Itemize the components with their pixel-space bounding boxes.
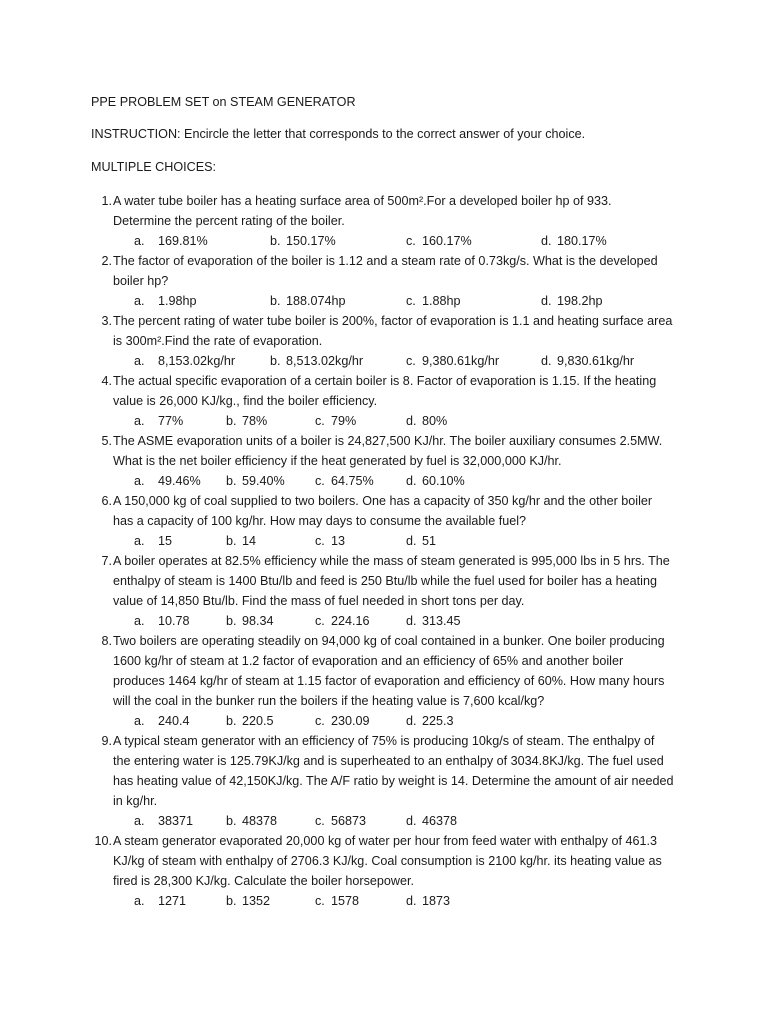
- option-letter: b.: [226, 614, 237, 628]
- option-value: 8,513.02kg/hr: [286, 354, 364, 368]
- option-letter: a.: [134, 474, 145, 488]
- question-number: 3.: [101, 314, 112, 328]
- answer-option-a[interactable]: [134, 893, 186, 909]
- question-text-line: value is 26,000 KJ/kg., find the boiler efficiency.: [113, 394, 378, 408]
- option-letter: a.: [134, 534, 145, 548]
- option-letter: a.: [134, 814, 145, 828]
- answer-option-a[interactable]: [134, 413, 183, 429]
- option-value: 56873: [331, 814, 367, 828]
- option-value: 198.2hp: [557, 294, 603, 308]
- answer-option-d[interactable]: [406, 533, 436, 549]
- option-value: 220.5: [242, 714, 274, 728]
- answer-option-d[interactable]: [541, 353, 634, 369]
- answer-option-a[interactable]: [134, 353, 235, 369]
- question-text-line: What is the net boiler efficiency if the heat generated by fuel is 32,000,000 KJ/hr.: [113, 454, 562, 468]
- option-letter: c.: [406, 294, 416, 308]
- option-letter: d.: [541, 354, 552, 368]
- option-letter: b.: [226, 894, 237, 908]
- option-value: 78%: [242, 414, 268, 428]
- option-letter: d.: [406, 714, 417, 728]
- option-value: 80%: [422, 414, 448, 428]
- option-value: 98.34: [242, 614, 274, 628]
- option-letter: c.: [315, 814, 325, 828]
- option-value: 8,153.02kg/hr: [158, 354, 236, 368]
- answer-option-c[interactable]: [406, 293, 461, 309]
- option-value: 64.75%: [331, 474, 374, 488]
- question-text-line: The actual specific evaporation of a certain boiler is 8. Factor of evaporation is 1.15. If the heating: [113, 374, 657, 388]
- option-letter: c.: [406, 354, 416, 368]
- option-letter: c.: [315, 474, 325, 488]
- option-letter: c.: [315, 714, 325, 728]
- option-value: 1.98hp: [158, 294, 197, 308]
- answer-option-a[interactable]: [134, 233, 208, 249]
- answer-option-c[interactable]: [315, 893, 359, 909]
- option-letter: c.: [315, 614, 325, 628]
- answer-option-a[interactable]: [134, 713, 190, 729]
- option-letter: b.: [226, 534, 237, 548]
- question-number: 4.: [101, 374, 112, 388]
- option-value: 79%: [331, 414, 357, 428]
- answer-option-b[interactable]: [226, 413, 267, 429]
- question-number: 6.: [101, 494, 112, 508]
- answer-option-c[interactable]: [315, 533, 345, 549]
- option-letter: a.: [134, 234, 145, 248]
- answer-option-d[interactable]: [406, 613, 461, 629]
- option-value: 1873: [422, 894, 451, 908]
- instruction-text: INSTRUCTION: Encircle the letter that corresponds to the correct answer of your choice.: [91, 127, 586, 141]
- option-value: 77%: [158, 414, 184, 428]
- option-letter: d.: [406, 894, 417, 908]
- question-text-line: A 150,000 kg of coal supplied to two boilers. One has a capacity of 350 kg/hr and the other boiler: [113, 494, 653, 508]
- answer-option-d[interactable]: [406, 813, 457, 829]
- option-value: 240.4: [158, 714, 190, 728]
- answer-option-d[interactable]: [406, 413, 447, 429]
- option-value: 13: [331, 534, 346, 548]
- question-text-line: The ASME evaporation units of a boiler is 24,827,500 KJ/hr. The boiler auxiliary consumes 2.5MW.: [113, 434, 663, 448]
- option-letter: a.: [134, 294, 145, 308]
- option-value: 150.17%: [286, 234, 336, 248]
- question-text-line: is 300m².Find the rate of evaporation.: [113, 334, 323, 348]
- option-letter: d.: [541, 234, 552, 248]
- question-text-line: has a capacity of 100 kg/hr. How may days to consume the available fuel?: [113, 514, 527, 528]
- option-letter: c.: [315, 414, 325, 428]
- option-value: 169.81%: [158, 234, 208, 248]
- option-value: 1.88hp: [422, 294, 461, 308]
- question-text-line: in kg/hr.: [113, 794, 158, 808]
- option-letter: a.: [134, 414, 145, 428]
- answer-option-a[interactable]: [134, 473, 201, 489]
- option-letter: a.: [134, 894, 145, 908]
- option-letter: a.: [134, 354, 145, 368]
- option-value: 59.40%: [242, 474, 285, 488]
- answer-option-b[interactable]: [226, 473, 285, 489]
- answer-option-b[interactable]: [226, 893, 270, 909]
- answer-option-c[interactable]: [315, 713, 370, 729]
- answer-option-b[interactable]: [226, 713, 274, 729]
- option-letter: b.: [270, 294, 281, 308]
- question-text-line: 1600 kg/hr of steam at 1.2 factor of evaporation and an efficiency of 65% and another boiler: [113, 654, 624, 668]
- option-value: 60.10%: [422, 474, 465, 488]
- option-letter: d.: [406, 534, 417, 548]
- question-number: 1.: [101, 194, 112, 208]
- option-value: 51: [422, 534, 437, 548]
- option-value: 180.17%: [557, 234, 607, 248]
- option-value: 225.3: [422, 714, 454, 728]
- option-value: 313.45: [422, 614, 461, 628]
- question-text-line: Two boilers are operating steadily on 94,000 kg of coal contained in a bunker. One boiler producing: [113, 634, 665, 648]
- option-letter: b.: [226, 814, 237, 828]
- option-letter: a.: [134, 614, 145, 628]
- question-text-line: A typical steam generator with an efficiency of 75% is producing 10kg/s of steam. The enthalpy of: [113, 734, 655, 748]
- answer-option-d[interactable]: [406, 713, 454, 729]
- option-value: 38371: [158, 814, 194, 828]
- answer-option-c[interactable]: [315, 473, 374, 489]
- option-letter: d.: [406, 814, 417, 828]
- option-value: 1352: [242, 894, 271, 908]
- question-text-line: The factor of evaporation of the boiler is 1.12 and a steam rate of 0.73kg/s. What is the developed: [113, 254, 658, 268]
- question-text-line: enthalpy of steam is 1400 Btu/lb and feed is 250 Btu/lb while the fuel used for boiler has a heating: [113, 574, 657, 588]
- answer-option-c[interactable]: [315, 413, 356, 429]
- question-text-line: value of 14,850 Btu/lb. Find the mass of fuel needed in short tons per day.: [113, 594, 525, 608]
- option-value: 48378: [242, 814, 278, 828]
- option-letter: c.: [315, 534, 325, 548]
- option-value: 230.09: [331, 714, 370, 728]
- option-value: 10.78: [158, 614, 190, 628]
- question-text-line: has heating value of 42,150KJ/kg. The A/F ratio by weight is 14. Determine the amount of air needed: [113, 774, 674, 788]
- answer-option-b[interactable]: [226, 813, 277, 829]
- option-value: 49.46%: [158, 474, 201, 488]
- option-letter: c.: [406, 234, 416, 248]
- option-value: 14: [242, 534, 257, 548]
- option-letter: b.: [226, 474, 237, 488]
- question-text-line: Determine the percent rating of the boiler.: [113, 214, 345, 228]
- question-text-line: A boiler operates at 82.5% efficiency while the mass of steam generated is 995,000 lbs in 5 hrs. The: [113, 554, 670, 568]
- answer-option-c[interactable]: [406, 233, 472, 249]
- option-value: 160.17%: [422, 234, 472, 248]
- answer-option-b[interactable]: [226, 613, 274, 629]
- question-text-line: A steam generator evaporated 20,000 kg of water per hour from feed water with enthalpy of 461.3: [113, 834, 657, 848]
- answer-option-a[interactable]: [134, 293, 197, 309]
- answer-option-d[interactable]: [406, 473, 465, 489]
- answer-option-d[interactable]: [406, 893, 450, 909]
- question-text-line: will the coal in the bunker run the boilers if the heating value is 7,600 kcal/kg?: [113, 694, 545, 708]
- question-number: 7.: [101, 554, 112, 568]
- option-letter: d.: [406, 474, 417, 488]
- answer-option-a[interactable]: [134, 533, 172, 549]
- answer-option-c[interactable]: [406, 353, 499, 369]
- option-letter: d.: [406, 614, 417, 628]
- answer-option-c[interactable]: [315, 613, 370, 629]
- option-letter: a.: [134, 714, 145, 728]
- answer-option-d[interactable]: [541, 233, 607, 249]
- option-letter: b.: [226, 414, 237, 428]
- option-value: 46378: [422, 814, 458, 828]
- answer-option-c[interactable]: [315, 813, 366, 829]
- option-letter: b.: [270, 234, 281, 248]
- question-text-line: the entering water is 125.79KJ/kg and is superheated to an enthalpy of 3034.8KJ/kg. The fuel used: [113, 754, 664, 768]
- question-text-line: A water tube boiler has a heating surface area of 500m².For a developed boiler hp of 933.: [113, 194, 612, 208]
- section-heading: MULTIPLE CHOICES:: [91, 160, 217, 174]
- document-title: PPE PROBLEM SET on STEAM GENERATOR: [91, 95, 356, 109]
- answer-option-b[interactable]: [270, 353, 363, 369]
- option-value: 15: [158, 534, 173, 548]
- option-letter: d.: [541, 294, 552, 308]
- answer-option-a[interactable]: [134, 613, 190, 629]
- option-value: 224.16: [331, 614, 370, 628]
- answer-option-a[interactable]: [134, 813, 193, 829]
- question-text-line: produces 1464 kg/hr of steam at 1.15 factor of evaporation and efficiency of 60%. How many hours: [113, 674, 665, 688]
- option-letter: b.: [226, 714, 237, 728]
- question-number: 10.: [94, 834, 112, 848]
- question-text-line: The percent rating of water tube boiler is 200%, factor of evaporation is 1.1 and heating surface area: [113, 314, 673, 328]
- question-number: 2.: [101, 254, 112, 268]
- option-value: 1271: [158, 894, 187, 908]
- option-value: 9,380.61kg/hr: [422, 354, 500, 368]
- answer-option-d[interactable]: [541, 293, 603, 309]
- option-letter: c.: [315, 894, 325, 908]
- question-text-line: KJ/kg of steam with enthalpy of 2706.3 KJ/kg. Coal consumption is 2100 kg/hr. its heating value as: [113, 854, 662, 868]
- answer-option-b[interactable]: [270, 233, 336, 249]
- answer-option-b[interactable]: [226, 533, 256, 549]
- option-letter: d.: [406, 414, 417, 428]
- option-letter: b.: [270, 354, 281, 368]
- answer-option-b[interactable]: [270, 293, 346, 309]
- option-value: 9,830.61kg/hr: [557, 354, 635, 368]
- option-value: 188.074hp: [286, 294, 346, 308]
- question-text-line: boiler hp?: [113, 274, 169, 288]
- option-value: 1578: [331, 894, 360, 908]
- question-number: 5.: [101, 434, 112, 448]
- question-number: 9.: [101, 734, 112, 748]
- question-text-line: fired is 28,300 KJ/kg. Calculate the boiler horsepower.: [113, 874, 415, 888]
- question-number: 8.: [101, 634, 112, 648]
